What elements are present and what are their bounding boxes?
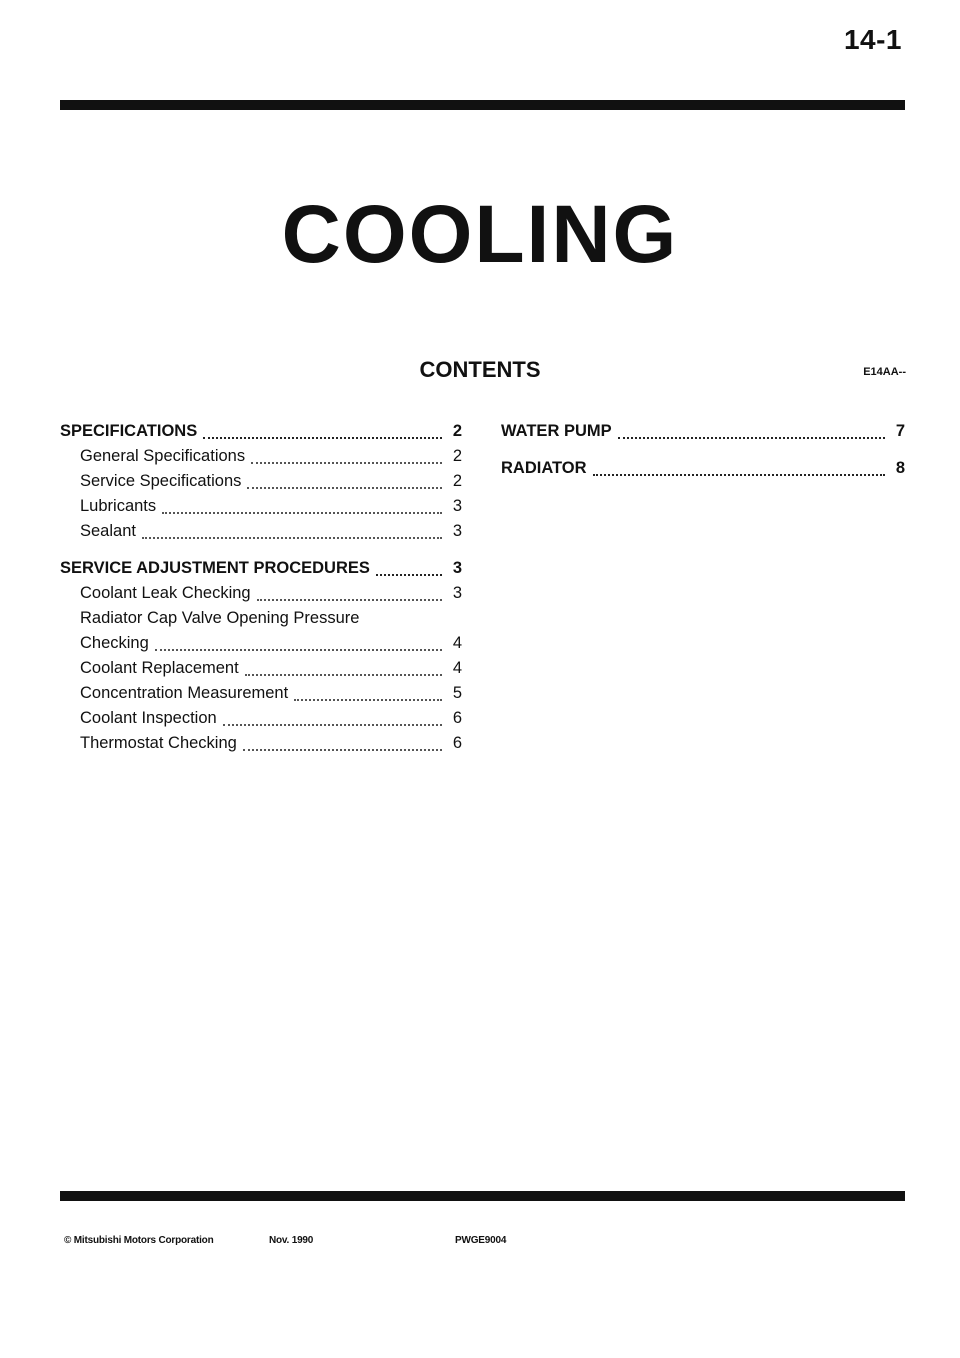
toc-entry-coolant-replacement[interactable] — [60, 656, 462, 681]
toc-entry-specifications[interactable] — [60, 419, 462, 444]
toc-entry-label: Checking — [80, 634, 149, 652]
toc-entry-label: Sealant — [80, 522, 136, 540]
publication-date: Nov. 1990 — [269, 1235, 314, 1246]
toc-entry-label: Lubricants — [80, 497, 157, 515]
toc-entry-thermostat-checking[interactable] — [60, 731, 462, 756]
chapter-title: COOLING — [281, 189, 679, 280]
toc-entry-page: 3 — [452, 584, 462, 602]
dot-leader — [618, 436, 885, 439]
toc-entry-label: WATER PUMP — [501, 422, 612, 440]
toc-entry-coolant-inspection[interactable] — [60, 706, 462, 731]
toc-entry-page: 4 — [452, 659, 462, 677]
dot-leader — [251, 461, 442, 464]
dot-leader — [203, 436, 442, 439]
toc-entry-page: 2 — [452, 422, 462, 440]
toc-entry-lubricants[interactable] — [60, 494, 462, 519]
copyright-notice: © Mitsubishi Motors Corporation — [64, 1235, 214, 1246]
dot-leader — [142, 536, 442, 539]
toc-entry-concentration-measurement[interactable] — [60, 681, 462, 706]
toc-entry-radiator-cap-valve[interactable] — [60, 606, 462, 656]
contents-heading: CONTENTS — [419, 357, 541, 382]
dot-leader — [247, 486, 442, 489]
page-number: 14-1 — [843, 24, 902, 55]
dot-leader — [593, 473, 885, 476]
toc-entry-label-line1: Radiator Cap Valve Opening Pressure — [80, 609, 360, 627]
toc-entry-page: 8 — [895, 459, 905, 477]
toc-entry-page: 5 — [452, 684, 462, 702]
toc-right-column — [501, 419, 905, 481]
toc-entry-page: 7 — [895, 422, 905, 440]
toc-entry-page: 3 — [452, 559, 462, 577]
dot-leader — [245, 673, 442, 676]
document-code: E14AA-- — [863, 366, 906, 378]
toc-entry-service-specifications[interactable] — [60, 469, 462, 494]
dot-leader — [294, 698, 442, 701]
toc-entry-label: SERVICE ADJUSTMENT PROCEDURES — [60, 559, 370, 577]
toc-entry-label: RADIATOR — [501, 459, 587, 477]
toc-entry-label: Concentration Measurement — [80, 684, 289, 702]
dot-leader — [243, 748, 442, 751]
toc-entry-label: SPECIFICATIONS — [60, 422, 198, 440]
dot-leader — [155, 648, 442, 651]
toc-entry-radiator[interactable] — [501, 456, 905, 481]
toc-entry-general-specifications[interactable] — [60, 444, 462, 469]
toc-entry-service-adjustment-procedures[interactable] — [60, 556, 462, 581]
top-rule — [60, 100, 905, 110]
toc-entry-page: 2 — [452, 472, 462, 490]
toc-entry-label: Thermostat Checking — [80, 734, 237, 752]
toc-entry-label: Coolant Inspection — [80, 709, 217, 727]
toc-entry-page: 3 — [452, 522, 462, 540]
toc-entry-sealant[interactable] — [60, 519, 462, 544]
toc-entry-page: 6 — [452, 734, 462, 752]
dot-leader — [257, 598, 442, 601]
dot-leader — [162, 511, 442, 514]
toc-entry-water-pump[interactable] — [501, 419, 905, 444]
page-footer — [64, 1235, 507, 1246]
toc-entry-label: Service Specifications — [80, 472, 242, 490]
toc-entry-page: 2 — [452, 447, 462, 465]
toc-entry-page: 6 — [452, 709, 462, 727]
toc-entry-page: 4 — [452, 634, 462, 652]
publication-reference: PWGE9004 — [455, 1235, 507, 1246]
toc-entry-label: Coolant Replacement — [80, 659, 239, 677]
toc-entry-page: 3 — [452, 497, 462, 515]
bottom-rule — [60, 1191, 905, 1201]
toc-entry-label: Coolant Leak Checking — [80, 584, 251, 602]
toc-left-column — [60, 419, 462, 756]
toc-entry-coolant-leak-checking[interactable] — [60, 581, 462, 606]
dot-leader — [223, 723, 442, 726]
dot-leader — [376, 573, 442, 576]
toc-entry-label: General Specifications — [80, 447, 246, 465]
toc-entry-radiator-cap-line2 — [60, 631, 462, 656]
